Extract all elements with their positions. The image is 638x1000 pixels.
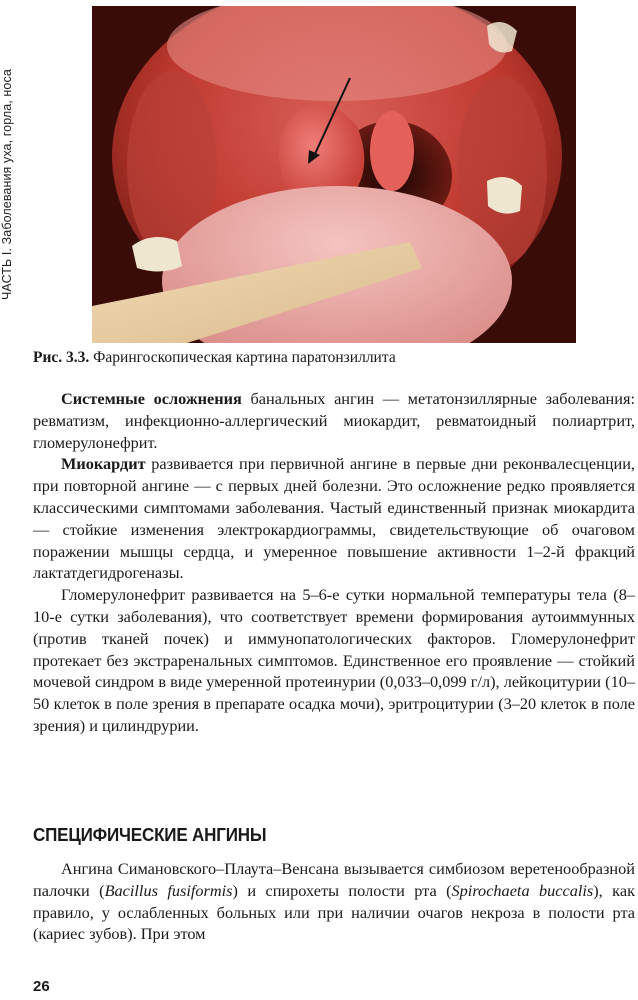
section-heading: СПЕЦИФИЧЕСКИЕ АНГИНЫ: [33, 824, 267, 845]
body-text: [33, 388, 635, 737]
paragraph-text: Гломерулонефрит развивается на 5–6-е сутки нормальной температуры тела (8–10-е сутки заболевания), что соответствует времени формирования аутоиммунных (против тканей почек) и иммунопатологических факторов. Гломерулонефрит протекает без экстраренальных симптомов. Единственное его проявление — стойкий мочевой синдром в виде умеренной протеинурии (0,033–0,099 г/л), лейкоцитурии (10–50 клеток в поле зрения в препарате осадка мочи), эритроцитурии (3–20 клеток в поле зрения) и цилиндрурии.: [33, 585, 635, 735]
latin-term: Spirochaeta buccalis: [451, 880, 594, 900]
paragraph-text: развивается при первичной ангине в первые дни реконвалесценции, при повторной ангине — с первых дней болезни. Это осложнение редко проявляется классическими симптомами заболевания. Частый единственный признак миокардита — стойкие изменения электрокардиограммы, свидетельствующие об очаговом поражении мышцы сердца, и умеренное повышение активности 1–2-й фракций лактатдегидрогеназы.: [33, 454, 635, 583]
figure-label: Рис. 3.3.: [33, 349, 90, 366]
latin-term: Bacillus fusiformis: [104, 880, 233, 900]
paragraph-text: ) и спирохеты полости рта (: [232, 880, 452, 900]
term-systemic-complications: Системные осложнения: [61, 389, 242, 408]
figure-caption: [33, 349, 633, 367]
page-number: 26: [33, 978, 50, 995]
paragraph-text: ), как правило, у ослабленных больных или при наличии очагов некроза в полости рта (кариес зубов). При этом: [33, 880, 635, 944]
running-head: ЧАСТЬ I. Заболевания уха, горла, носа: [0, 69, 14, 300]
paragraph-glomerulonephritis: [33, 584, 635, 737]
figure-caption-text: Фарингоскопическая картина паратонзиллита: [93, 349, 396, 366]
section-body-text: [33, 858, 635, 945]
pharyngoscopy-photo: [92, 6, 576, 343]
paragraph-vincent-angina: [33, 858, 635, 945]
paragraph-systemic-complications: [33, 388, 635, 453]
paragraph-text: банальных ангин — метатонзиллярные заболевания: ревматизм, инфекционно-аллергический миокардит, ревматоидный полиартрит, гломерулонефрит.: [33, 389, 635, 452]
paragraph-myocarditis: [33, 453, 635, 584]
term-myocarditis: Миокардит: [61, 454, 146, 474]
paragraph-text: Ангина Симановского–Плаута–Венсана вызывается симбиозом веретенообразной палочки (: [33, 859, 635, 900]
